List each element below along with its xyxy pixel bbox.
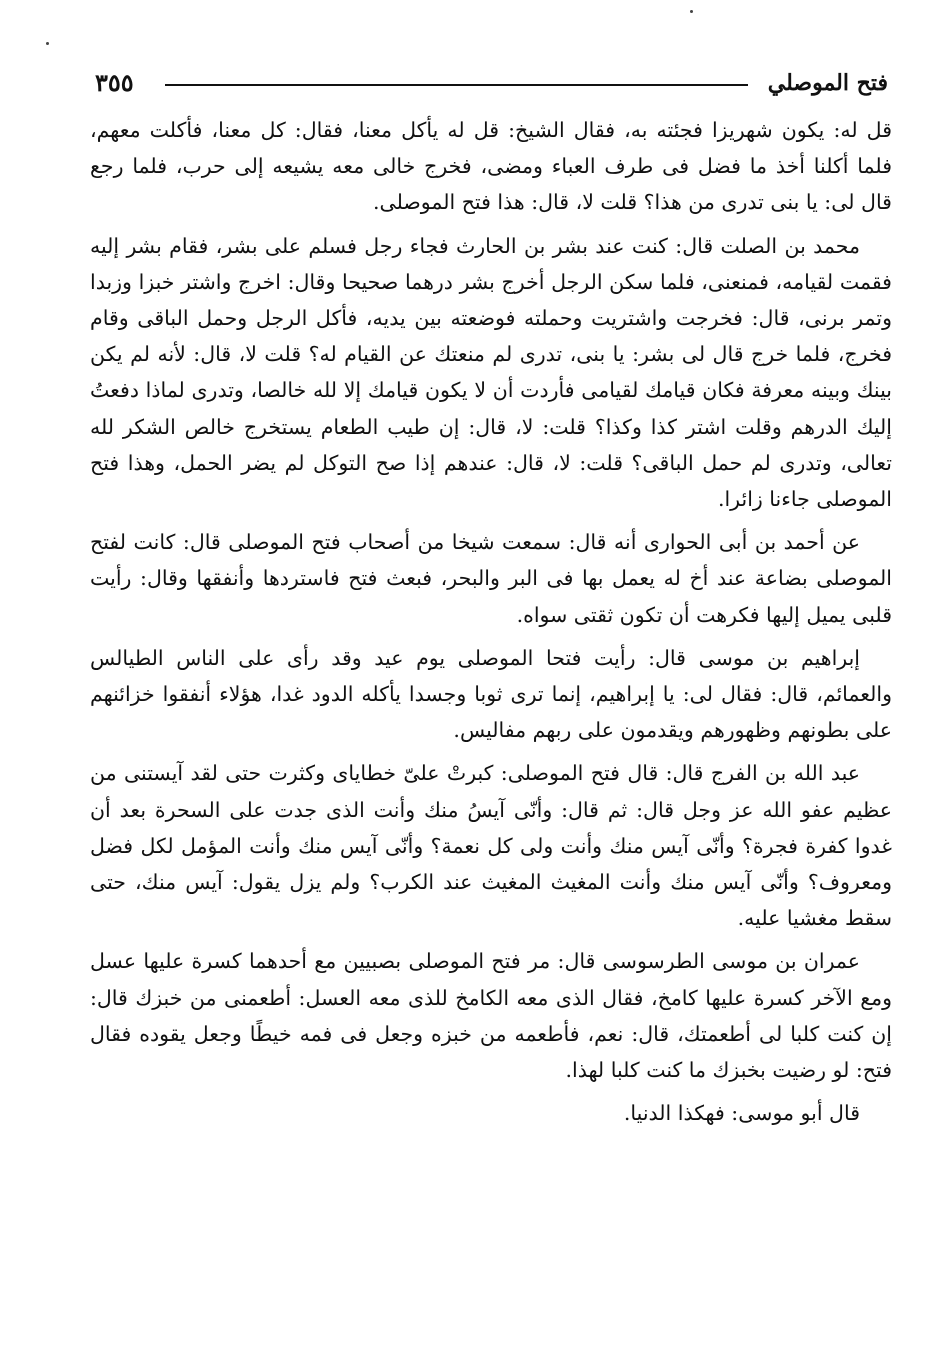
paragraph: محمد بن الصلت قال: كنت عند بشر بن الحارث فجاء رجل فسلم على بشر، فقام بشر إليه فقمت لقيامه، فمنعنى، فلما سكن الرجل أخرج بشر درهما صحيحا وقال: اخرج واشتر خبزا وزبدا وتمر برنى، قال: فخرجت واشتريت وحملته فوضعته بين يديه، فأكل الرجل وحمل الباقى وقام فخرج، فلما خرج قال لى بشر: يا بنى، تدرى لم منعتك عن القيام له؟ قلت لا، قال: لأنه لم يكن بينك وبينه معرفة فكان قيامك لقيامى فأردت أن لا يكون قيامك إلا لله خالصا، وتدرى لماذا دفعتُ إليك الدرهم وقلت اشتر كذا وكذا؟ قلت: لا، قال: إن طيب الطعام يستخرج خالص الشكر لله تعالى، وتدرى لم حمل الباقى؟ قلت: لا، قال: عندهم إذا صح التوكل لم يضر الحمل، وهذا فتح الموصلى جاءنا زائرا.: [90, 233, 892, 512]
scan-speck: [46, 42, 49, 45]
scan-speck: [690, 10, 693, 13]
header-rule: [165, 84, 748, 86]
paragraph: قل له: يكون شهريزا فجئته به، فقال الشيخ: قل له يأكل معنا، فقال: كل معنا، فأكلت معهم، فلما أكلنا أخذ ما فضل فى طرف العباء ومضى، فخرج خالى معه يشيعه إلى حرب، فلما رجع قال لى: يا بنى تدرى من هذا؟ قلت لا، قال: هذا فتح الموصلى.: [90, 118, 892, 215]
page-number: ٣٥٥: [95, 68, 134, 97]
paragraph: عبد الله بن الفرج قال: قال فتح الموصلى: كبرتْ علىّ خطاياى وكثرت حتى لقد آيستنى من عظيم عفو الله عز وجل قال: ثم قال: وأنّى آيسُ منك وأنت الذى جدت على السحرة بعد أن غدوا كفرة فجرة؟ وأنّى آيس منك وأنت ولى كل نعمة؟ وأنّى آيس منك وأنت المؤمل لكل فضل ومعروف؟ وأنّى آيس منك وأنت المغيث المغيث عند الكرب؟ ولم يزل يقول: آيس منك، حتى سقط مغشيا عليه.: [90, 761, 892, 931]
body-text: [90, 112, 892, 1138]
paragraph: عمران بن موسى الطرسوسى قال: مر فتح الموصلى بصبيين مع أحدهما كسرة عليها عسل ومع الآخر كسرة عليها كامخ، فقال الذى معه الكامخ للذى معه العسل: أطعمنى من خبزك قال: إن كنت كلبا لى أطعمتك، قال: نعم، فأطعمه من خبزه وجعل فى فمه خيطًا وجعل يقوده فقال فتح: لو رضيت بخبزك ما كنت كلبا لهذا.: [90, 949, 892, 1083]
paragraph: إبراهيم بن موسى قال: رأيت فتحا الموصلى يوم عيد وقد رأى على الناس الطيالس والعمائم، قال: فقال لى: يا إبراهيم، إنما ترى ثوبا وجسدا يأكله الدود غدا، هؤلاء أنفقوا خزائنهم على بطونهم وظهورهم ويقدمون على ربهم مفاليس.: [90, 645, 892, 743]
running-title: فتح الموصلي: [767, 70, 888, 96]
paragraph: عن أحمد بن أبى الحوارى أنه قال: سمعت شيخا من أصحاب فتح الموصلى قال: كانت لفتح الموصلى بضاعة عند أخ له يعمل بها فى البر والبحر، فبعث فتح فاستردها وأنفقها وقال: رأيت قلبى يميل إليها فكرهت أن تكون ثقتى سواه.: [90, 530, 892, 627]
page-header: [95, 66, 888, 102]
paragraph: قال أبو موسى: فهكذا الدنيا.: [623, 1101, 860, 1126]
